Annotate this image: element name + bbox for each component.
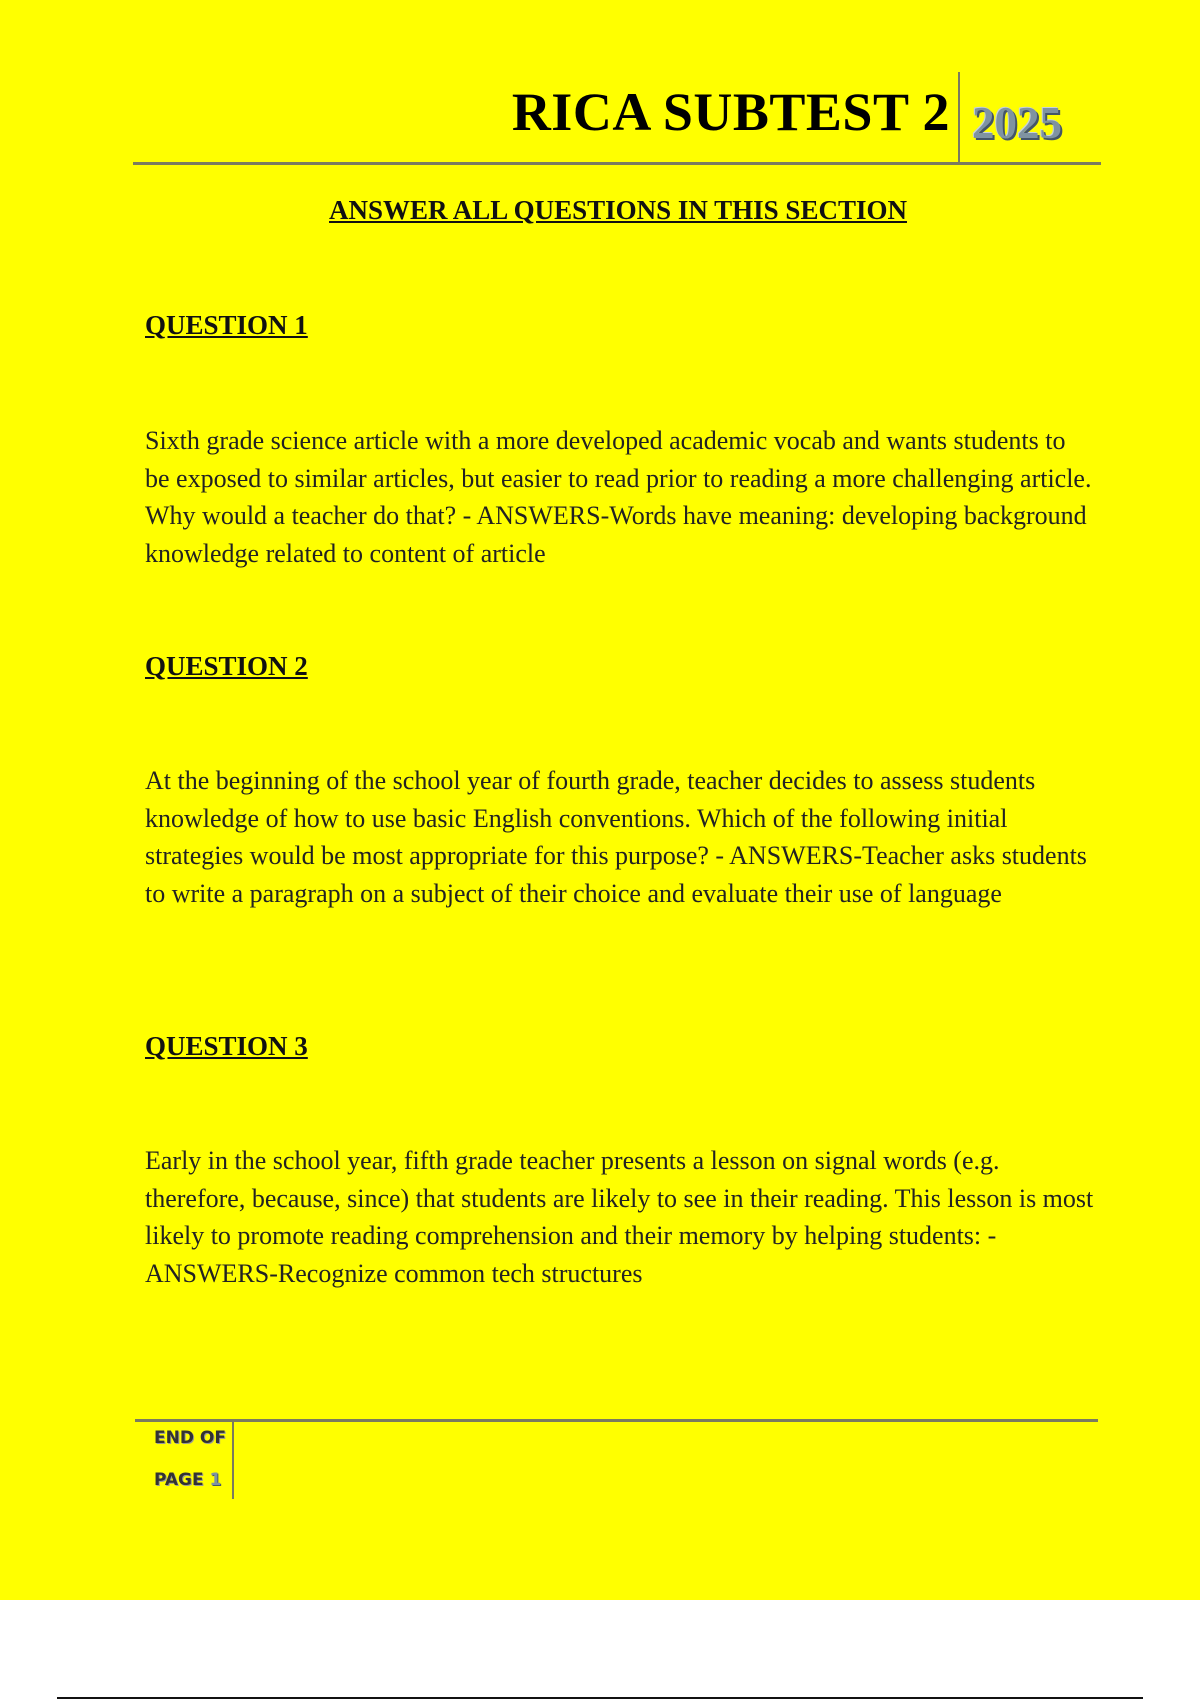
footer-page xyxy=(154,1468,221,1492)
footer-page-label: PAGE xyxy=(154,1470,204,1490)
question-3-text: Early in the school year, fifth grade teacher presents a lesson on signal words (e.g. therefore, because, since) that students are likely to see in their reading. This lesson is most likely to promote reading comprehension and their memory by helping students: - ANSWERS-Recognize common tech structures xyxy=(145,1146,1094,1288)
header-rule xyxy=(133,162,1101,165)
footer-page-number: 1 xyxy=(209,1470,222,1490)
footer-end-of: END OF xyxy=(154,1428,226,1448)
bottom-rule xyxy=(57,1697,1143,1699)
question-1-label: QUESTION 1 xyxy=(145,310,308,340)
section-heading: ANSWER ALL QUESTIONS IN THIS SECTION xyxy=(329,195,907,225)
question-2-text: At the beginning of the school year of fourth grade, teacher decides to assess students knowledge of how to use basic English conventions. Which of the following initial strategies would be most appropriate for this purpose? - ANSWERS-Teacher asks students to write a paragraph on a subject of their choice and evaluate their use of language xyxy=(145,766,1087,908)
document-year: 2025 xyxy=(972,98,1062,148)
header-divider xyxy=(958,72,960,164)
document-title: RICA SUBTEST 2 xyxy=(511,82,950,142)
footer-divider xyxy=(232,1421,234,1499)
question-1-text: Sixth grade science article with a more developed academic vocab and wants students to be exposed to similar articles, but easier to read prior to reading a more challenging article. Why would a teacher do that? - ANSWERS-Words have meaning: developing background knowledge related to content of article xyxy=(145,426,1092,568)
question-3-label: QUESTION 3 xyxy=(145,1031,308,1061)
question-2-label: QUESTION 2 xyxy=(145,651,308,681)
footer-rule xyxy=(135,1419,1098,1422)
